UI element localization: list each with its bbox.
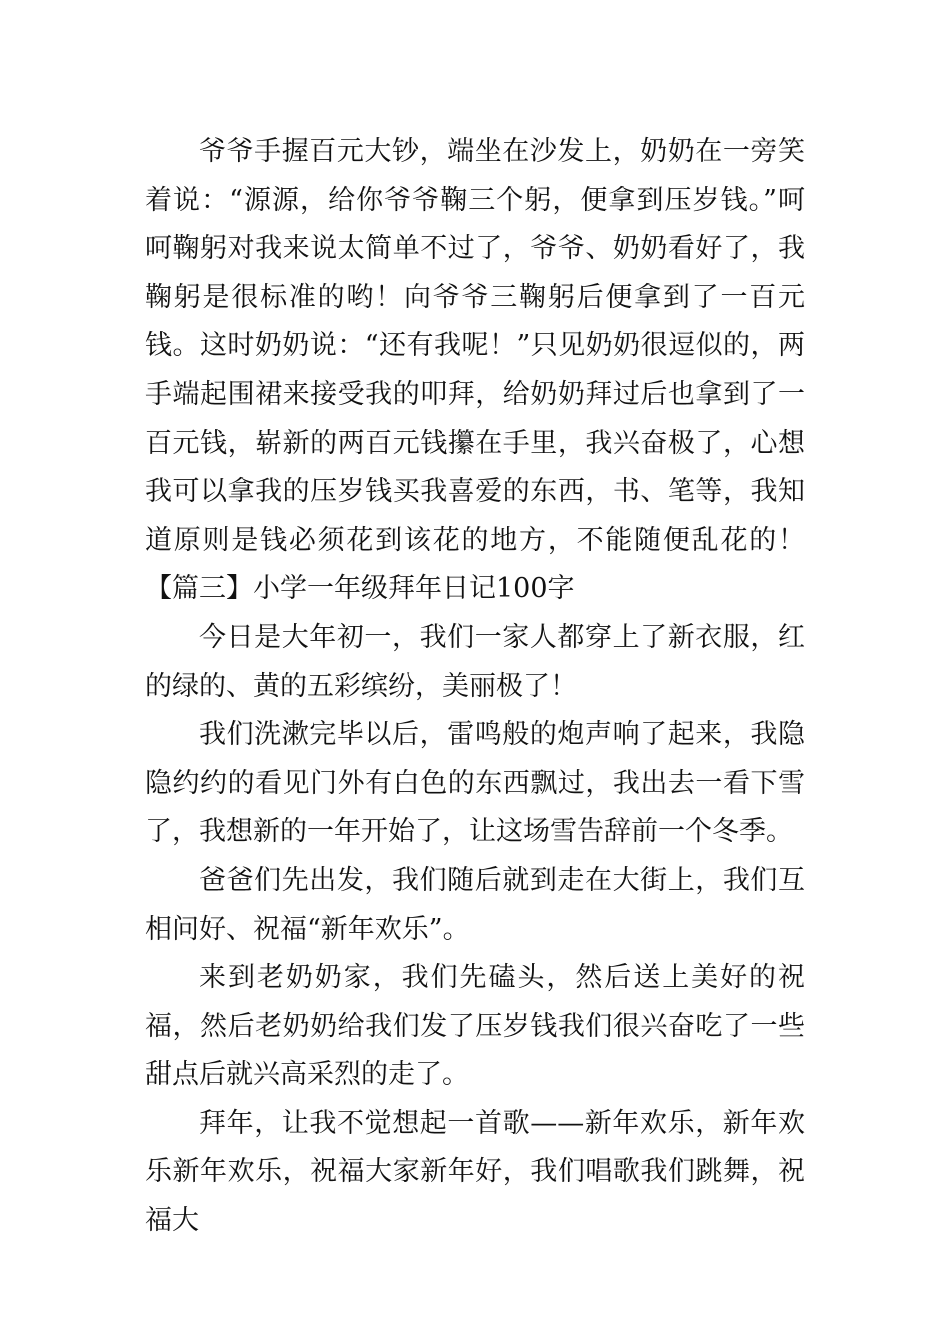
paragraph-6: 拜年，让我不觉想起一首歌——新年欢乐，新年欢乐新年欢乐，祝福大家新年好，我们唱歌我们跳舞，祝福大 (145, 1107, 805, 1237)
document-body (145, 128, 805, 1246)
paragraph-3: 我们洗漱完毕以后，雷鸣般的炮声响了起来，我隐隐约约的看见门外有白色的东西飘过，我出去一看下雪了，我想新的一年开始了，让这场雪告辞前一个冬季。 (145, 719, 805, 848)
paragraph-4: 爸爸们先出发，我们随后就到走在大街上，我们互相问好、祝福“新年欢乐”。 (145, 864, 805, 945)
paragraph-2: 今日是大年初一，我们一家人都穿上了新衣服，红的绿的、黄的五彩缤纷，美丽极了！ (145, 621, 805, 702)
paragraph-1: 爷爷手握百元大钞，端坐在沙发上，奶奶在一旁笑着说：“源源，给你爷爷鞠三个躬，便拿到压岁钱。”呵呵鞠躬对我来说太简单不过了，爷爷、奶奶看好了，我鞠躬是很标准的哟！向爷爷三鞠躬后便拿到了一百元钱。这时奶奶说：“还有我呢！”只见奶奶很逗似的，两手端起围裙来接受我的叩拜，给奶奶拜过后也拿到了一百元钱，崭新的两百元钱攥在手里，我兴奋极了，心想我可以拿我的压岁钱买我喜爱的东西，书、笔等，我知道原则是钱必须花到该花的地方，不能随便乱花的！【篇三】小学一年级拜年日记100字 (145, 136, 805, 605)
paragraph-5: 来到老奶奶家，我们先磕头，然后送上美好的祝福，然后老奶奶给我们发了压岁钱我们很兴奋吃了一些甜点后就兴高采烈的走了。 (145, 962, 805, 1091)
